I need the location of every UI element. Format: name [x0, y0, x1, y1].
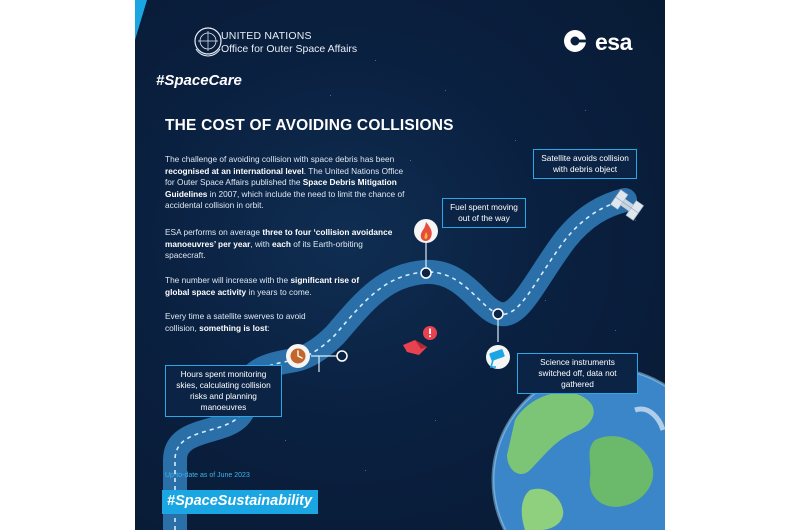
science-node	[493, 309, 503, 319]
page-title: THE COST OF AVOIDING COLLISIONS	[165, 117, 454, 134]
hashtag-spacecare: #SpaceCare	[156, 72, 242, 89]
corner-accent-top	[135, 0, 147, 40]
warning-icon	[423, 326, 437, 340]
paragraph-2: ESA performs on average three to four ‘collision avoidance manoeuvres’ per year, with each of its Earth-orbiting spacecraft.	[165, 227, 393, 261]
hours-node	[337, 351, 347, 361]
un-emblem-icon	[195, 28, 221, 56]
footnote-date: Up-to-date as of June 2023	[165, 472, 250, 479]
callout-fuel: Fuel spent moving out of the way	[442, 198, 526, 228]
clock-icon	[286, 344, 310, 368]
flame-icon	[414, 219, 438, 243]
esa-logo-icon	[564, 30, 587, 52]
paragraph-4: Every time a satellite swerves to avoid collision, something is lost:	[165, 311, 306, 333]
debris-object	[403, 340, 427, 355]
un-line1: UNITED NATIONS	[221, 30, 312, 42]
un-oosa-name	[221, 30, 357, 56]
camera-icon	[486, 345, 510, 369]
esa-wordmark: esa	[595, 29, 632, 55]
infographic-poster	[135, 0, 665, 530]
callout-science: Science instruments switched off, data not gathered	[517, 353, 638, 394]
paragraph-3: The number will increase with the significant rise of global space activity in years to come.	[165, 275, 360, 297]
fuel-node	[421, 268, 431, 278]
callout-hours: Hours spent monitoring skies, calculating collision risks and planning manoeuvres	[165, 365, 282, 417]
paragraph-1: The challenge of avoiding collision with space debris has been recognised at an international level. The United Nations Office for Outer Space Affairs published the Space Debris Mitigation Guidelines in 2007, which include the need to limit the chance of accidental collision in orbit.	[165, 154, 405, 211]
hashtag-space-sustainability: #SpaceSustainability	[162, 490, 318, 514]
un-line2: Office for Outer Space Affairs	[221, 43, 358, 55]
callout-satellite: Satellite avoids collision with debris object	[533, 149, 637, 179]
